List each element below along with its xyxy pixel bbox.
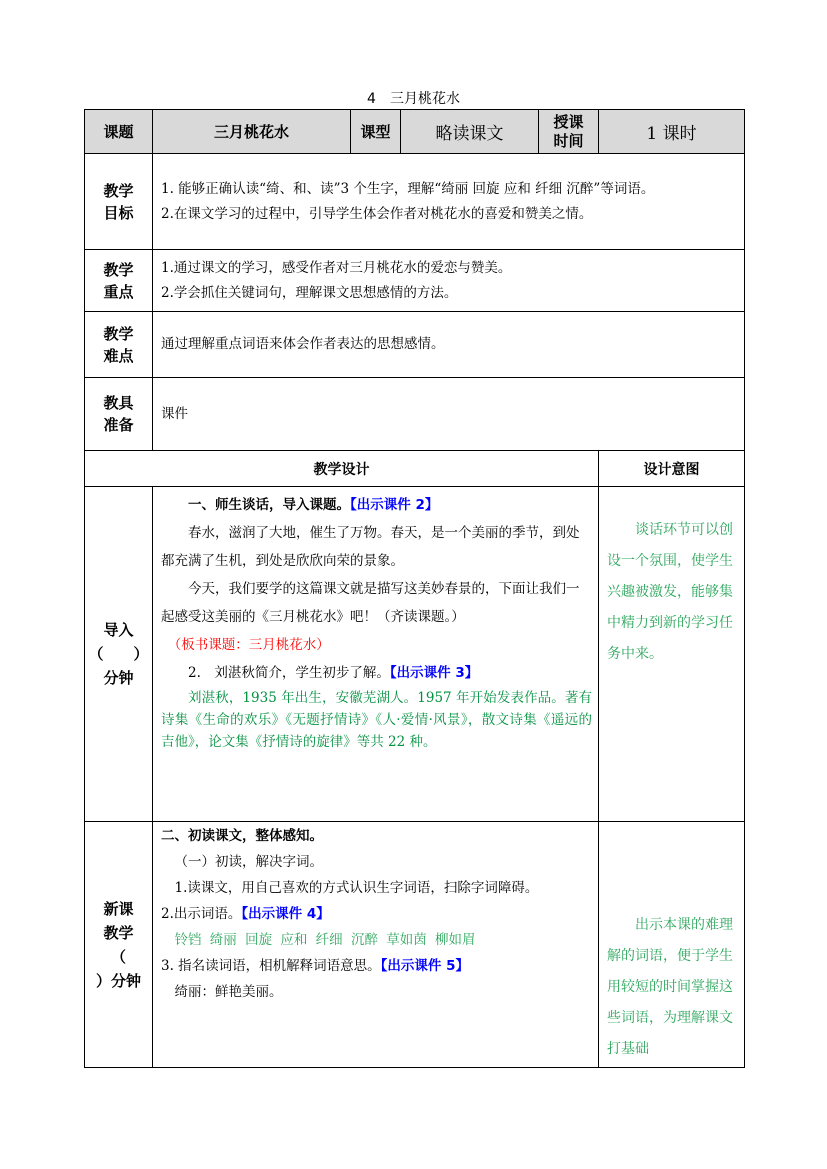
tools-label-line2: 准备	[103, 416, 134, 434]
focus-line2: 2.学会抓住关键词句，理解课文思想感情的方法。	[161, 284, 458, 301]
header-row	[85, 110, 745, 154]
tools-content	[153, 378, 745, 451]
newlesson-gloss1: 绮丽：鲜艳美丽。	[174, 984, 283, 1000]
goals-content	[153, 154, 745, 250]
design-header-row	[85, 451, 745, 487]
intro-label-line1: 导入	[103, 621, 134, 639]
newlesson-label	[85, 822, 153, 1068]
intro-board-note: （板书课题：三月桃花水）	[167, 637, 330, 653]
newlesson-item3-text: 3. 指名读词语，相机解释词语意思。	[161, 958, 381, 974]
goals-label-line1: 教学	[103, 181, 134, 200]
difficulty-label-line2: 难点	[103, 346, 134, 365]
type-value: 略读课文	[401, 110, 539, 154]
newlesson-label-line2: 教学	[103, 923, 134, 942]
difficulty-line1: 通过理解重点词语来体会作者表达的思想感情。	[161, 336, 445, 352]
newlesson-item1: 1.读课文，用自己喜欢的方式认识生字词语，扫除字词障碍。	[174, 880, 539, 896]
difficulty-row	[85, 312, 745, 378]
intro-item2-tag: 【出示课件 3】	[389, 665, 479, 681]
intro-item2	[161, 659, 592, 687]
intro-label-line2: （ ）	[88, 645, 149, 663]
focus-line1: 1.通过课文的学习，感受作者对三月桃花水的爱恋与赞美。	[161, 259, 512, 276]
time-label	[539, 110, 599, 154]
tools-row	[85, 378, 745, 451]
focus-row	[85, 250, 745, 312]
newlesson-label-line1: 新课	[103, 899, 134, 918]
newlesson-label-line4: ）分钟	[95, 971, 141, 990]
type-label: 课型	[351, 110, 401, 154]
newlesson-intent	[599, 822, 745, 1068]
intro-intent-text: 谈话环节可以创设一个氛围，使学生兴趣被激发，能够集中精力到新的学习任务中来。	[607, 522, 733, 662]
newlesson-sub1: （一）初读，解决字词。	[174, 854, 323, 870]
intro-label	[85, 487, 153, 822]
newlesson-item2-text: 2.出示词语。	[161, 906, 242, 922]
newlesson-content	[153, 822, 599, 1068]
tools-label-line1: 教具	[103, 394, 134, 412]
difficulty-content	[153, 312, 745, 378]
design-column-header: 教学设计	[85, 451, 599, 487]
intro-content	[153, 487, 599, 822]
newlesson-words: 铃铛 绮丽 回旋 应和 纤细 沉醉 草如茵 柳如眉	[174, 932, 476, 948]
difficulty-label	[85, 312, 153, 378]
newlesson-item2-tag: 【出示课件 4】	[241, 906, 330, 922]
intro-intent	[599, 487, 745, 822]
newlesson-label-line3: （	[110, 947, 126, 966]
newlesson-item2	[161, 901, 592, 927]
newlesson-row	[85, 822, 745, 1068]
goals-row	[85, 154, 745, 250]
time-label-line1: 授课	[553, 112, 584, 131]
time-value: 1 课时	[599, 110, 745, 154]
intro-label-line3: 分钟	[103, 669, 134, 687]
intro-row	[85, 487, 745, 822]
intent-column-header: 设计意图	[599, 451, 745, 487]
time-label-line2: 时间	[553, 131, 584, 150]
difficulty-label-line1: 教学	[103, 324, 134, 343]
document-title: 4 三月桃花水	[367, 91, 460, 107]
focus-label-line2: 重点	[103, 282, 134, 301]
focus-content	[153, 250, 745, 312]
goals-line2: 2.在课文学习的过程中，引导学生体会作者对桃花水的喜爱和赞美之情。	[161, 205, 593, 222]
focus-label	[85, 250, 153, 312]
intro-para1: 春水，滋润了大地，催生了万物。春天，是一个美丽的季节，到处都充满了生机，到处是欣欣向荣的景象。	[161, 525, 580, 569]
intro-para2: 今天，我们要学的这篇课文就是描写这美妙春景的，下面让我们一起感受这美丽的《三月桃花水》吧！（齐读课题。）	[161, 581, 580, 625]
goals-line1: 1. 能够正确认读“绮、和、读”3 个生字，理解“绮丽 回旋 应和 纤细 沉醉”等词语。	[161, 180, 655, 197]
topic-value: 三月桃花水	[153, 110, 351, 154]
goals-label	[85, 154, 153, 250]
intro-item2-text: 2. 刘湛秋简介，学生初步了解。	[188, 665, 390, 681]
intro-heading	[161, 491, 592, 519]
intro-heading-tag: 【出示课件 2】	[350, 497, 439, 513]
newlesson-intent-text: 出示本课的难理解的词语，便于学生用较短的时间掌握这些词语，为理解课文打基础	[607, 917, 733, 1057]
newlesson-heading: 二、初读课文，整体感知。	[161, 828, 323, 844]
lesson-plan-table	[84, 109, 745, 1068]
tools-label	[85, 378, 153, 451]
intro-bio: 刘湛秋，1935 年出生，安徽芜湖人。1957 年开始发表作品。著有诗集《生命的欢乐》《无题抒情诗》《人·爱情·风景》，散文诗集《遥远的吉他》，论文集《抒情诗的旋律》等共 22 种。	[161, 690, 592, 750]
focus-label-line1: 教学	[103, 260, 134, 279]
newlesson-item3-tag: 【出示课件 5】	[380, 958, 470, 974]
newlesson-item3	[161, 953, 592, 979]
tools-line1: 课件	[161, 405, 188, 422]
topic-label: 课题	[85, 110, 153, 154]
goals-label-line2: 目标	[103, 203, 134, 222]
intro-heading-text: 一、师生谈话，导入课题。	[188, 497, 350, 513]
